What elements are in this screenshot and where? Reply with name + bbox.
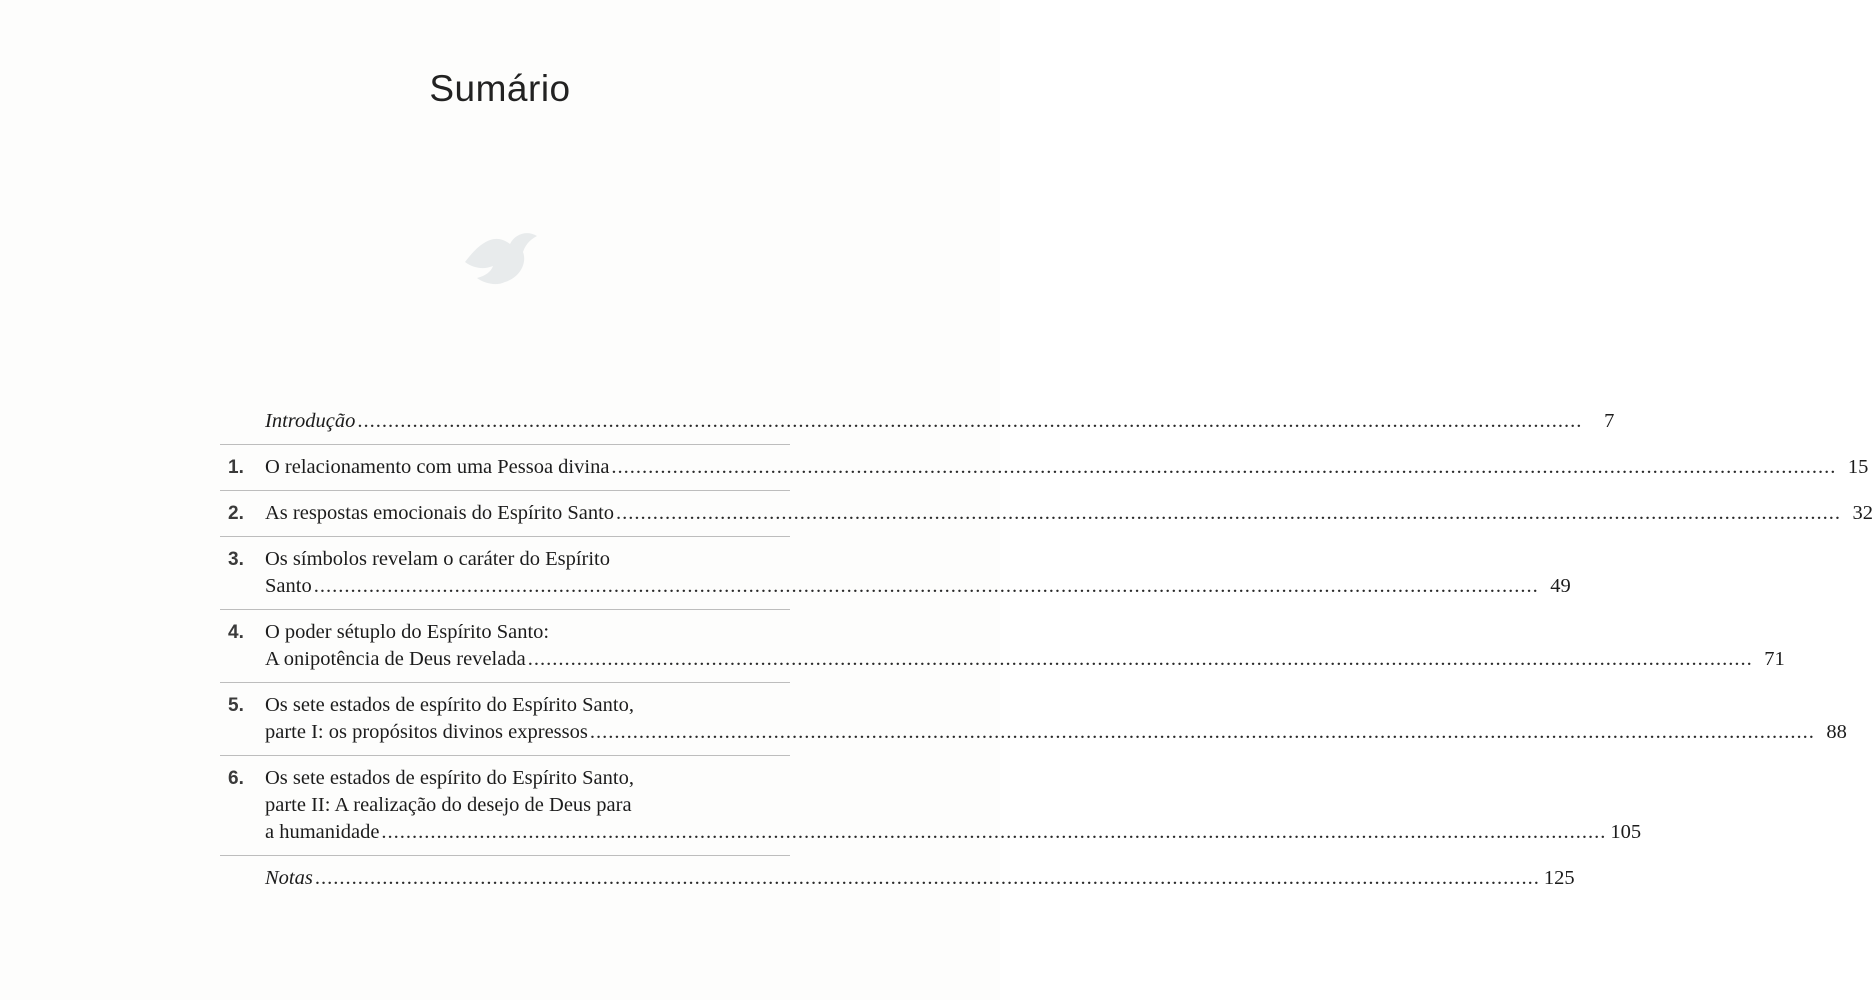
chapter-number: 2. (228, 503, 244, 524)
entry-title: Santo (265, 575, 312, 597)
entry-title: A onipotência de Deus revelada (265, 648, 526, 670)
chapter-number: 1. (228, 457, 244, 478)
page-number: 71 (1764, 648, 1785, 670)
dove-watermark-icon (455, 222, 545, 302)
page-number: 88 (1826, 721, 1847, 743)
chapter-number: 5. (228, 695, 244, 716)
entry-title-line: Os sete estados de espírito do Espírito Santo, (265, 767, 634, 789)
table-of-contents (220, 408, 1873, 910)
entry-title: Introdução (265, 410, 356, 432)
leader-dots: ........................................................................................................................................................................................................ (381, 821, 1607, 843)
entry-final-line (265, 500, 1873, 527)
entry-title-line: parte II: A realização do desejo de Deus para (265, 794, 632, 816)
page-number: 7 (1604, 410, 1615, 432)
leader-dots: ........................................................................................................................................................................................................ (589, 721, 1815, 743)
page-number: 32 (1852, 502, 1873, 524)
chapter-number: 6. (228, 768, 244, 789)
entry-final-line (265, 646, 1785, 673)
page-number: 49 (1550, 575, 1571, 597)
toc-entry[interactable] (220, 500, 1873, 537)
leader-dots: ........................................................................................................................................................................................................ (314, 867, 1540, 889)
toc-entry[interactable] (220, 765, 1642, 856)
entry-final-line (265, 454, 1869, 481)
entry-title-line: Os sete estados de espírito do Espírito Santo, (265, 694, 634, 716)
entry-final-line (265, 719, 1847, 746)
entry-final-line (265, 408, 1615, 435)
leader-dots: ........................................................................................................................................................................................................ (313, 575, 1539, 597)
entry-final-line (265, 865, 1575, 892)
page-title: Sumário (429, 68, 571, 109)
entry-final-line (265, 573, 1571, 600)
entry-title: parte I: os propósitos divinos expressos (265, 721, 588, 743)
page-number: 105 (1610, 821, 1642, 843)
toc-entry[interactable] (220, 408, 1615, 445)
page-number: 125 (1543, 867, 1575, 889)
chapter-number: 3. (228, 549, 244, 570)
chapter-number: 4. (228, 622, 244, 643)
leader-dots: ........................................................................................................................................................................................................ (616, 502, 1842, 524)
page-number: 15 (1847, 456, 1869, 478)
toc-entry[interactable] (220, 546, 1571, 610)
entry-title-line: Os símbolos revelam o caráter do Espírito (265, 548, 610, 570)
toc-entry[interactable] (220, 865, 1575, 901)
entry-title: O relacionamento com uma Pessoa divina (265, 456, 610, 478)
entry-title: Notas (265, 867, 313, 889)
toc-entry[interactable] (220, 454, 1869, 491)
entry-title: As respostas emocionais do Espírito Santo (265, 502, 615, 524)
leader-dots: ........................................................................................................................................................................................................ (357, 410, 1583, 432)
leader-dots: ........................................................................................................................................................................................................ (611, 456, 1837, 478)
toc-entry[interactable] (220, 692, 1847, 756)
toc-entry[interactable] (220, 619, 1785, 683)
leader-dots: ........................................................................................................................................................................................................ (527, 648, 1753, 670)
entry-final-line (265, 819, 1642, 846)
entry-title: a humanidade (265, 821, 380, 843)
entry-title-line: O poder sétuplo do Espírito Santo: (265, 621, 550, 643)
